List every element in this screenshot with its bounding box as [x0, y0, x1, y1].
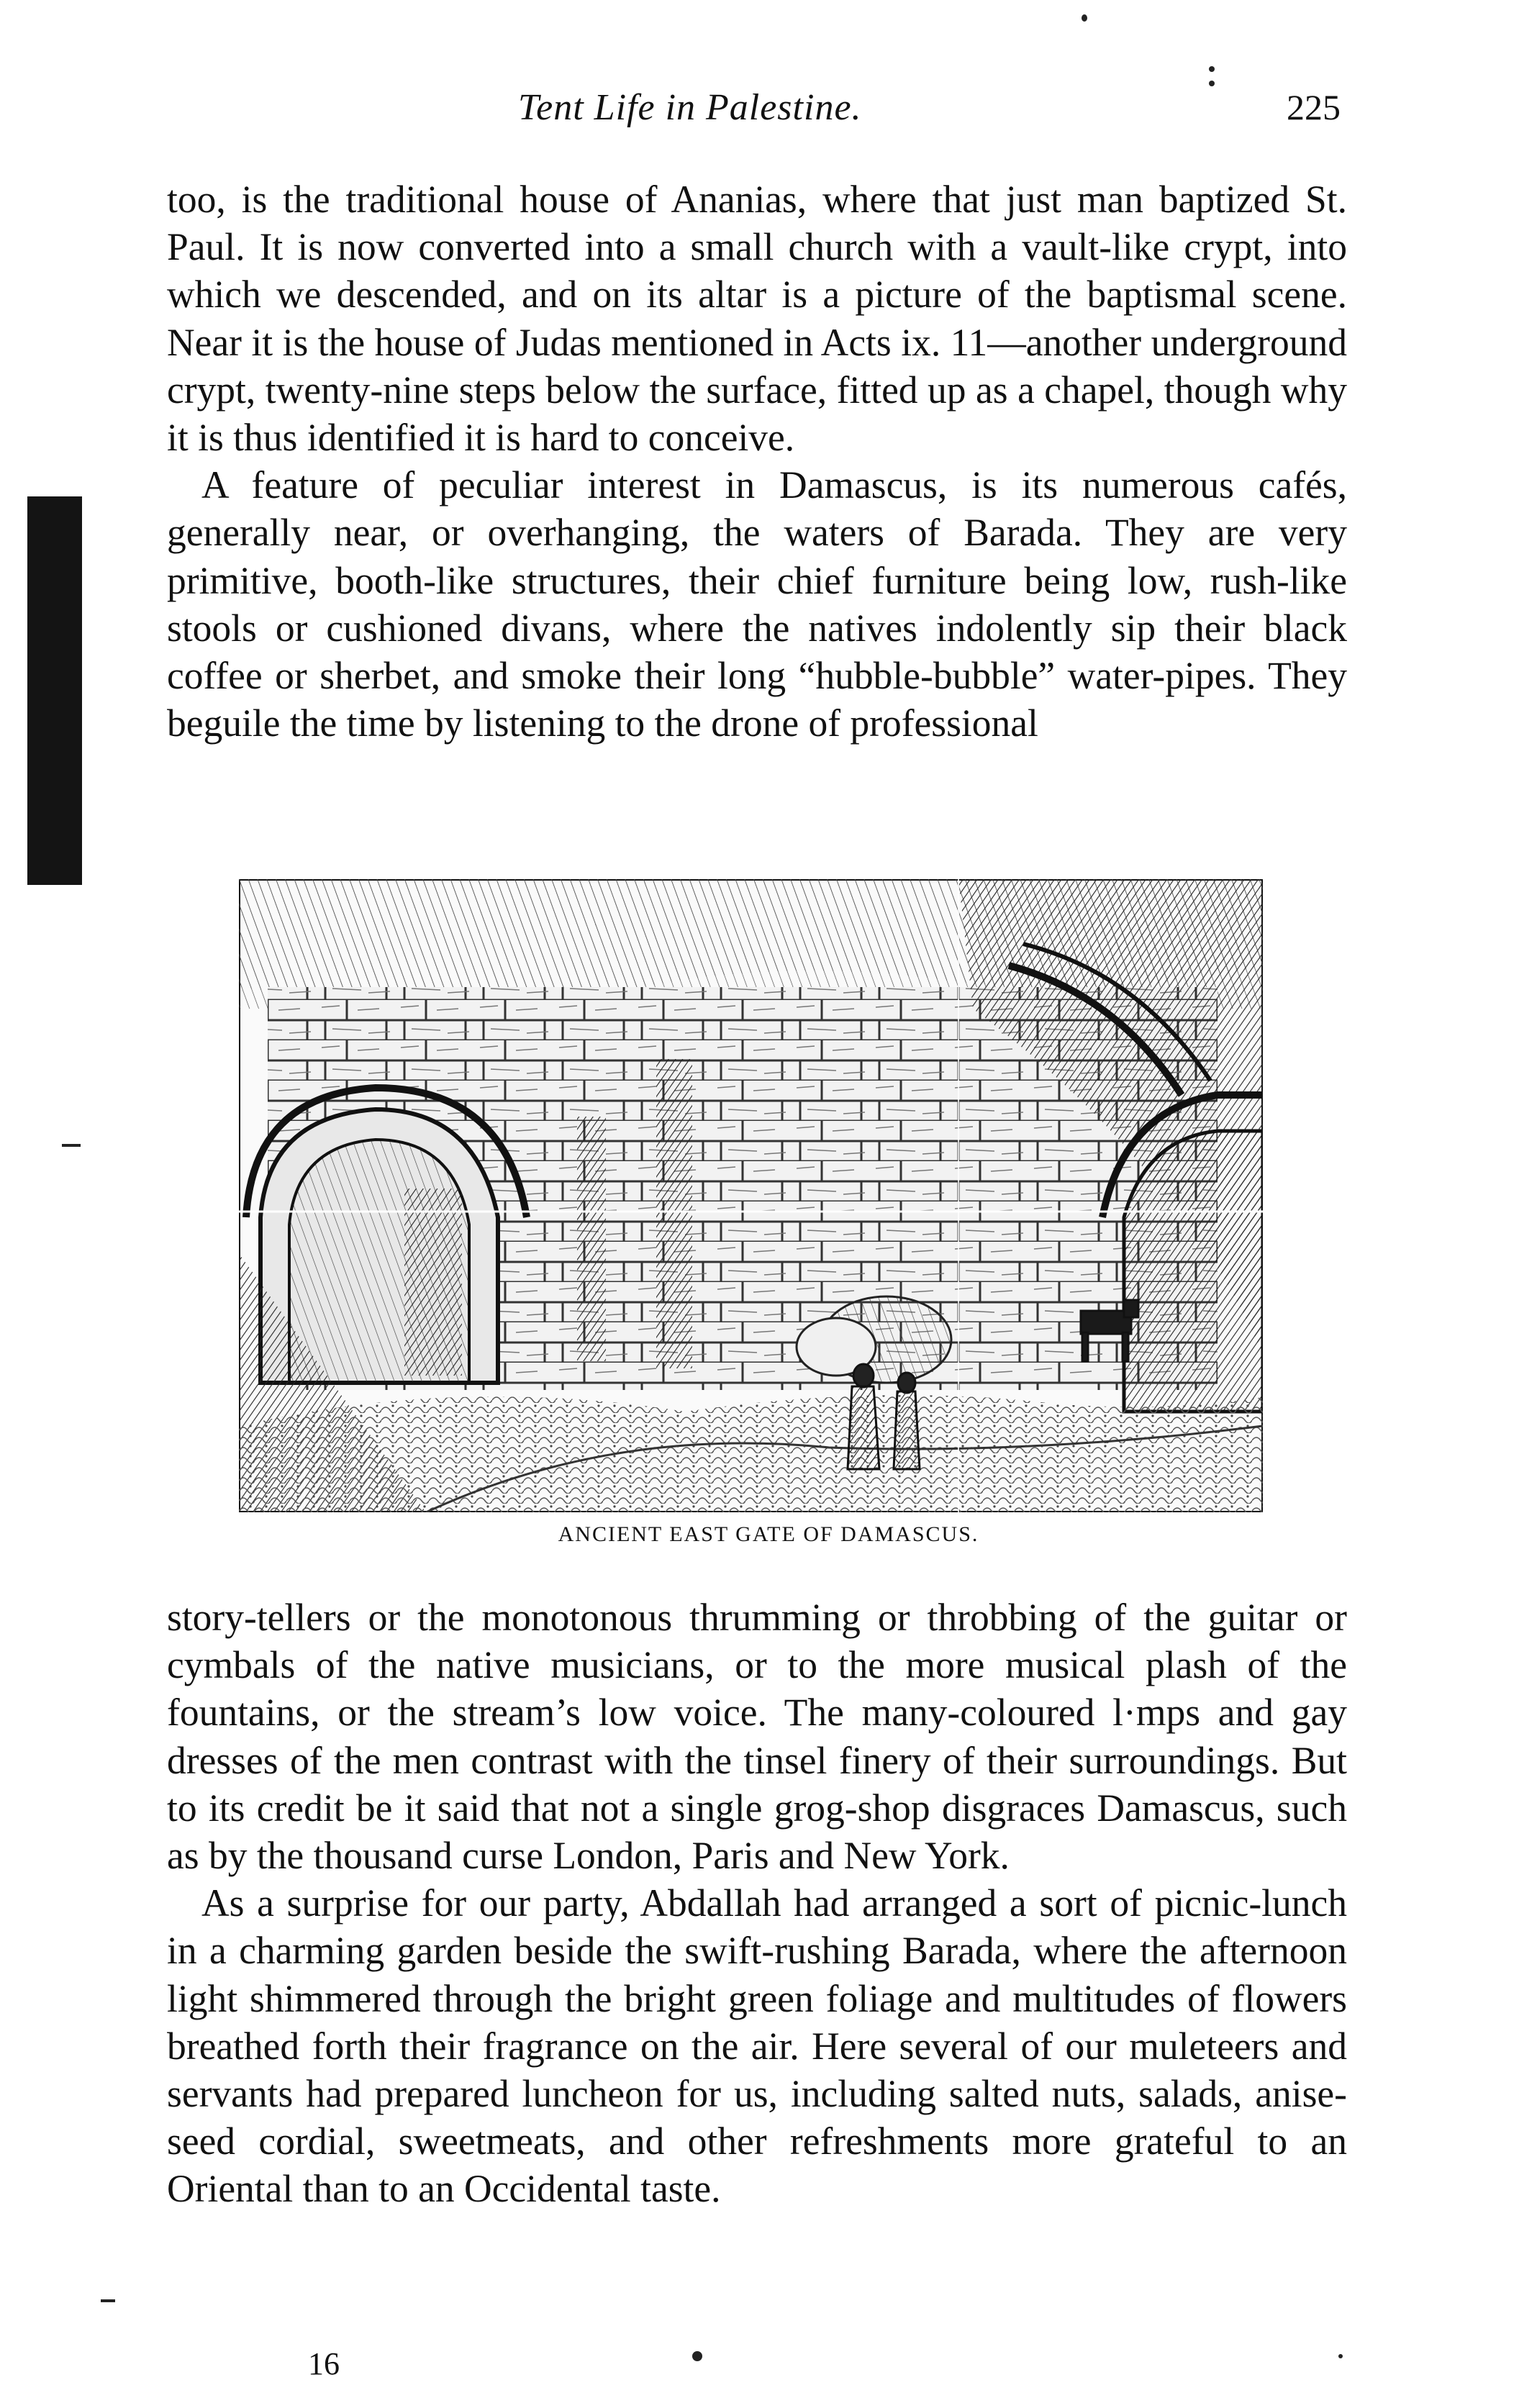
ink-speck — [1082, 14, 1087, 22]
ink-speck — [101, 2299, 115, 2302]
figure-caption: ANCIENT EAST GATE OF DAMASCUS. — [558, 1522, 979, 1546]
ink-speck — [1209, 81, 1215, 86]
ink-speck — [1338, 2354, 1343, 2358]
engraving-illustration — [239, 879, 1263, 1512]
ink-speck — [692, 2351, 702, 2361]
ink-speck — [62, 1144, 81, 1147]
paragraph: A feature of peculiar interest in Damascus, is its numerous cafés, generally near, or overhanging, the waters of Barada. They are very primitive, booth-like structures, their chief furniture being low, rush-like stools or cushioned divans, where the natives indolently sip their black coffee or sherbet, and smoke their long “hubble-bubble” water-pipes. They beguile the time by listening to the drone of professional — [167, 463, 1347, 745]
running-head — [0, 86, 1537, 137]
page-number: 225 — [1287, 87, 1341, 127]
text-block-bottom — [167, 1594, 1347, 2213]
binding-edge-shadow — [27, 496, 82, 885]
ink-speck — [1209, 66, 1215, 72]
signature-mark: 16 — [308, 2346, 340, 2381]
paragraph: story-tellers or the monotonous thrumming or throbbing of the guitar or cymbals of the native musicians, or to the more musical plash of the fountains, or the stream’s low voice. The many-coloured l·mps and gay dresses of the men contrast with the tinsel finery of their surroundings. But to its credit be it said that not a single grog-shop disgraces Damascus, such as by the thousand curse London, Paris and New York. — [167, 1596, 1347, 1878]
gate-engraving — [239, 879, 1263, 1512]
text-block-top — [167, 176, 1347, 747]
paragraph: As a surprise for our party, Abdallah had arranged a sort of picnic-lunch in a charming garden beside the swift-rushing Barada, where the afternoon light shimmered through the bright green foliage and multitudes of flowers breathed forth their fragrance on the air. Here several of our muleteers and servants had prepared luncheon for us, including salted nuts, salads, anise-seed cordial, sweetmeats, and other refreshments more grateful to an Oriental than to an Occidental taste. — [167, 1881, 1347, 2211]
running-title: Tent Life in Palestine. — [518, 87, 862, 128]
paragraph: too, is the traditional house of Ananias, where that just man baptized St. Paul. It is now converted into a small church with a vault-like crypt, into which we descended, and on its altar is a picture of the baptismal scene. Near it is the house of Judas mentioned in Acts ix. 11—another underground crypt, twenty-nine steps below the surface, fitted up as a chapel, though why it is thus identified it is hard to conceive. — [167, 178, 1347, 460]
